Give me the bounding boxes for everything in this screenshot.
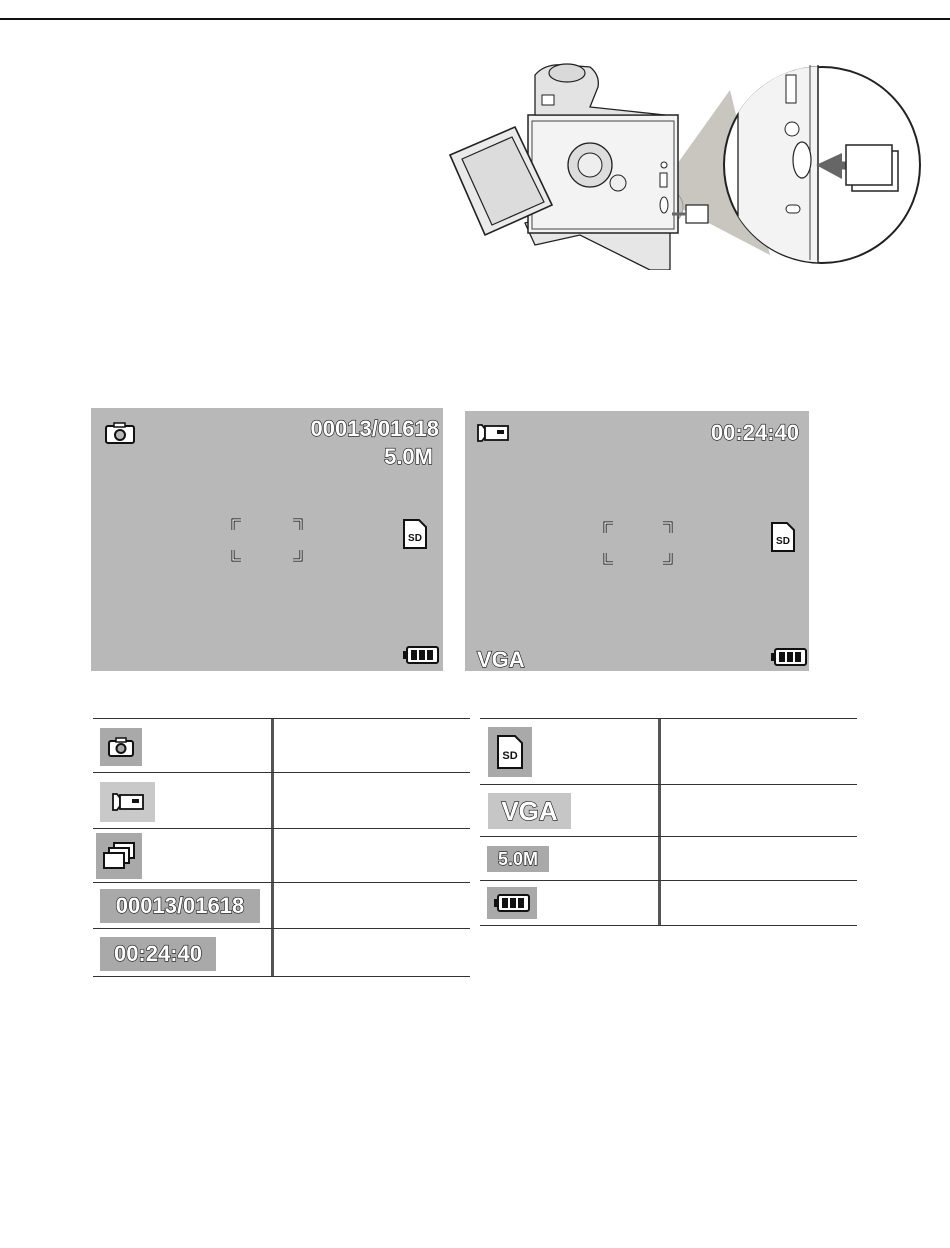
legend-row bbox=[480, 785, 857, 837]
camera-icon bbox=[105, 422, 135, 444]
video-camera-icon bbox=[477, 423, 509, 443]
video-resolution: VGA bbox=[477, 647, 525, 672]
photo-resolution: 5.0M bbox=[384, 444, 433, 469]
focus-frame-icon bbox=[603, 521, 673, 565]
focus-frame-icon bbox=[231, 518, 303, 562]
camera-card-slot-illustration bbox=[440, 55, 925, 270]
legend-row bbox=[93, 829, 470, 883]
legend-row bbox=[480, 881, 857, 926]
legend-description bbox=[661, 785, 857, 836]
battery-icon bbox=[487, 887, 537, 919]
svg-text:SD: SD bbox=[776, 536, 790, 547]
legend-row bbox=[93, 773, 470, 829]
svg-text:SD: SD bbox=[502, 750, 518, 762]
burst-mode-icon bbox=[96, 833, 142, 879]
icon-legend-left bbox=[93, 718, 470, 977]
legend-description bbox=[661, 719, 857, 784]
photo-resolution-chip: 5.0M bbox=[487, 846, 549, 872]
legend-row bbox=[93, 883, 470, 929]
recording-time-chip: 00:24:40 bbox=[100, 937, 216, 971]
sd-card-icon bbox=[488, 727, 532, 777]
legend-description bbox=[274, 773, 470, 828]
icon-legend-right bbox=[480, 718, 857, 926]
legend-row bbox=[93, 718, 470, 773]
legend-row bbox=[480, 718, 857, 785]
legend-description bbox=[274, 883, 470, 928]
video-resolution-chip: VGA bbox=[488, 793, 571, 829]
shot-counter-chip: 00013/01618 bbox=[100, 889, 260, 923]
legend-description bbox=[274, 719, 470, 772]
shot-counter: 00013/01618 bbox=[310, 416, 439, 441]
video-camera-icon bbox=[100, 782, 155, 822]
recording-time: 00:24:40 bbox=[710, 420, 799, 445]
sd-card-icon bbox=[403, 519, 427, 549]
legend-row bbox=[480, 837, 857, 881]
legend-description bbox=[661, 837, 857, 880]
legend-description bbox=[274, 829, 470, 882]
legend-description bbox=[274, 929, 470, 976]
legend-description bbox=[661, 881, 857, 925]
svg-text:SD: SD bbox=[408, 533, 422, 544]
video-mode-screen bbox=[465, 411, 809, 671]
battery-icon bbox=[771, 648, 807, 666]
header-rule bbox=[0, 18, 950, 20]
photo-mode-screen bbox=[91, 408, 443, 671]
sd-card-icon bbox=[771, 522, 795, 552]
battery-icon bbox=[403, 646, 439, 664]
legend-row bbox=[93, 929, 470, 977]
camera-icon bbox=[100, 728, 142, 766]
